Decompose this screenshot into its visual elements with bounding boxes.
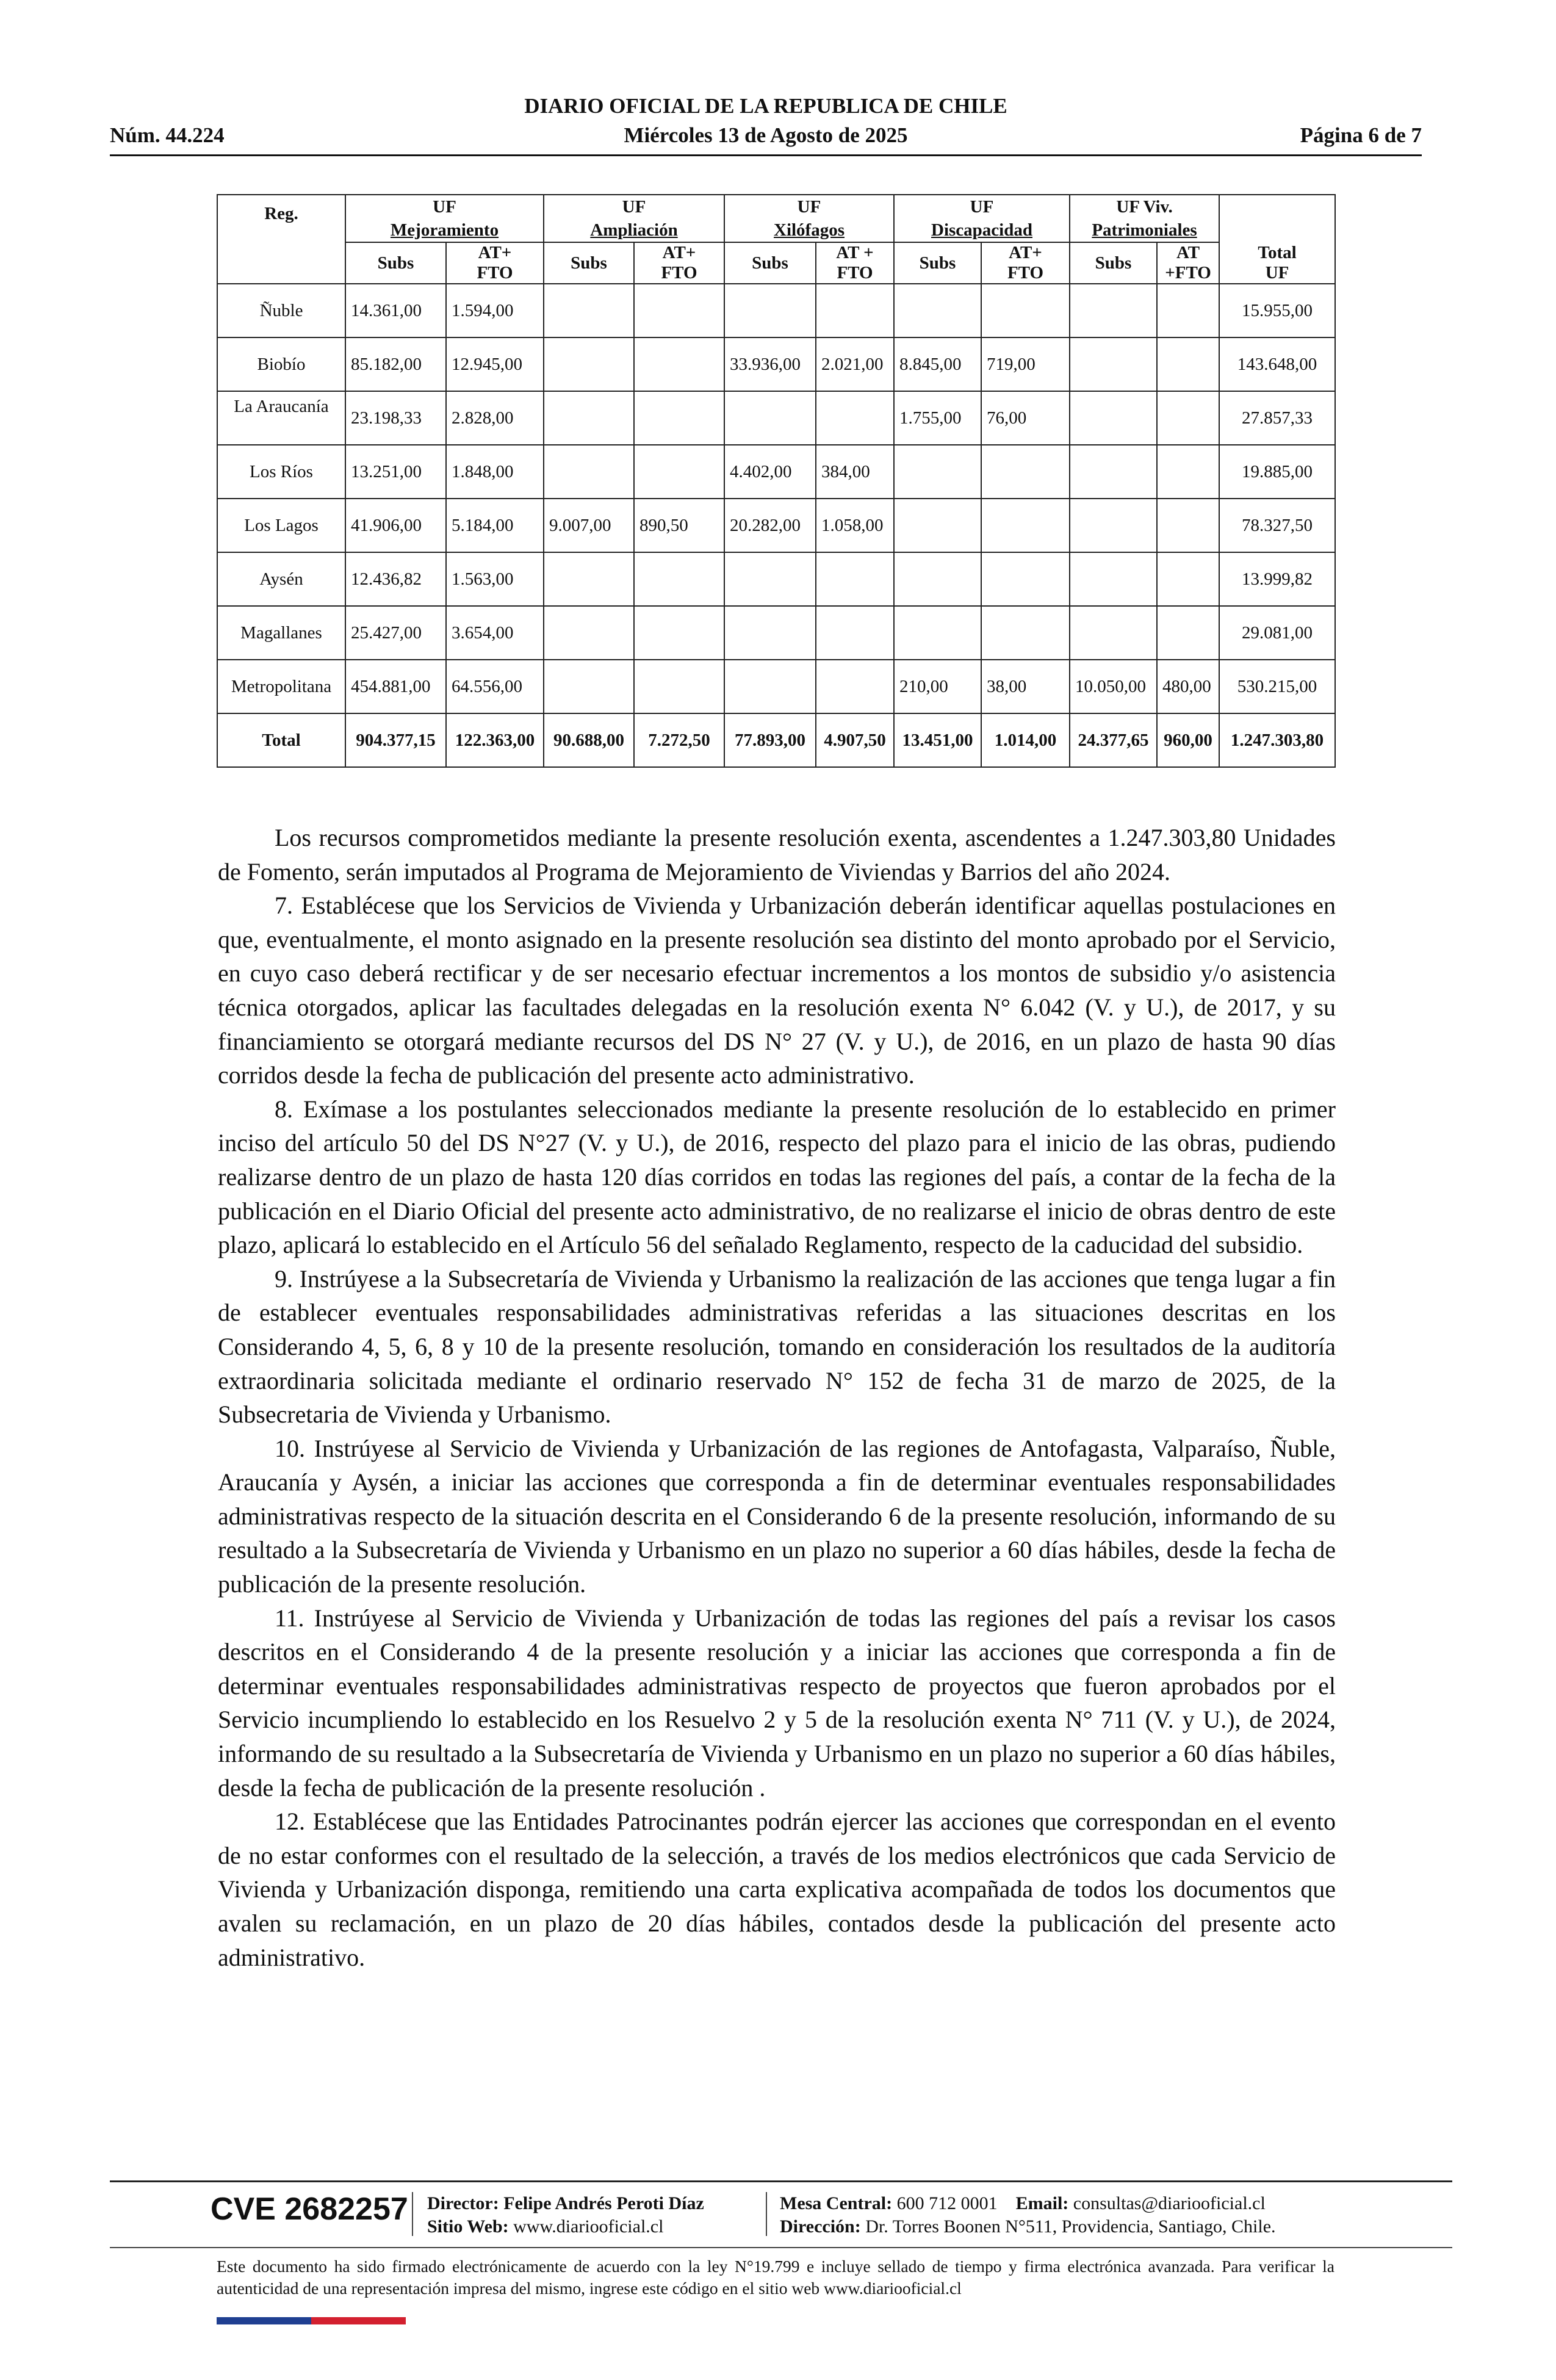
value-cell: 38,00 <box>981 660 1070 713</box>
value-cell: 1.563,00 <box>446 552 544 606</box>
value-cell <box>724 660 816 713</box>
value-cell: 3.654,00 <box>446 606 544 660</box>
value-cell <box>1070 606 1157 660</box>
table-row <box>217 606 1335 660</box>
value-cell <box>816 391 894 445</box>
value-cell <box>724 606 816 660</box>
subsidy-table <box>217 194 1336 768</box>
value-cell: 2.021,00 <box>816 337 894 391</box>
value-cell: 122.363,00 <box>446 713 544 767</box>
value-cell: 13.451,00 <box>894 713 981 767</box>
footer-director-block: Director: Felipe Andrés Peroti Díaz Sitio Web: www.diariooficial.cl <box>427 2193 704 2237</box>
legal-notice: Este documento ha sido firmado electrónicamente de acuerdo con la ley N°19.799 e incluye sellado de tiempo y firma electrónica avanzada. Para verificar la autenticidad de una representación impresa del mismo, ingrese este código en el sitio web www.diariooficial.cl <box>217 2257 1334 2298</box>
value-cell: 9.007,00 <box>544 499 634 552</box>
value-cell <box>544 391 634 445</box>
region-cell: Los Lagos <box>217 499 345 552</box>
header-at-fto: AT + FTO <box>816 242 894 284</box>
header-group-ampliacion: UF Ampliación <box>544 195 724 242</box>
value-cell <box>894 499 981 552</box>
value-cell <box>544 337 634 391</box>
table-row <box>217 445 1335 499</box>
table-total-row <box>217 713 1335 767</box>
value-cell: 1.848,00 <box>446 445 544 499</box>
value-cell <box>1157 499 1219 552</box>
table-row <box>217 499 1335 552</box>
value-cell: 384,00 <box>816 445 894 499</box>
header-subs: Subs <box>724 242 816 284</box>
table-row <box>217 552 1335 606</box>
issue-date: Miércoles 13 de Agosto de 2025 <box>624 123 908 147</box>
issue-number: Núm. 44.224 <box>110 123 225 147</box>
header-subs: Subs <box>894 242 981 284</box>
value-cell: 90.688,00 <box>544 713 634 767</box>
email: consultas@diariooficial.cl <box>1073 2193 1266 2213</box>
value-cell <box>1157 552 1219 606</box>
header-group-patrimoniales: UF Viv. Patrimoniales <box>1070 195 1219 242</box>
table-row <box>217 284 1335 337</box>
total-cell: 27.857,33 <box>1219 391 1335 445</box>
address: Dr. Torres Boonen N°511, Providencia, Santiago, Chile. <box>865 2216 1276 2237</box>
value-cell <box>634 552 724 606</box>
header-group-mejoramiento: UF Mejoramiento <box>345 195 544 242</box>
region-cell: Metropolitana <box>217 660 345 713</box>
value-cell: 13.251,00 <box>345 445 446 499</box>
total-cell: 530.215,00 <box>1219 660 1335 713</box>
total-cell: 143.648,00 <box>1219 337 1335 391</box>
value-cell <box>1157 391 1219 445</box>
value-cell: 719,00 <box>981 337 1070 391</box>
paragraph: 10. Instrúyese al Servicio de Vivienda y Urbanización de las regiones de Antofagasta, Valparaíso, Ñuble, Araucanía y Aysén, a iniciar las acciones que corresponda a fin de determinar eventuales responsabilidades administrativas respecto de la situación descrita en el Considerando 6 de la presente resolución, informando de su resultado a la Subsecretaría de Vivienda y Urbanismo en un plazo no superior a 60 días hábiles, desde la fecha de publicación de la presente resolución. <box>218 1434 1336 1598</box>
value-cell: 1.014,00 <box>981 713 1070 767</box>
cve-code: CVE 2682257 <box>211 2191 408 2227</box>
region-cell: Los Ríos <box>217 445 345 499</box>
value-cell <box>894 552 981 606</box>
value-cell <box>1157 445 1219 499</box>
header-at-fto: AT+ FTO <box>634 242 724 284</box>
director-name: Felipe Andrés Peroti Díaz <box>503 2193 704 2213</box>
value-cell <box>1070 552 1157 606</box>
value-cell <box>1070 391 1157 445</box>
value-cell <box>1070 499 1157 552</box>
value-cell <box>544 284 634 337</box>
header-subs: Subs <box>345 242 446 284</box>
region-cell: La Araucanía <box>217 391 345 445</box>
value-cell <box>724 284 816 337</box>
value-cell: 12.945,00 <box>446 337 544 391</box>
value-cell: 23.198,33 <box>345 391 446 445</box>
region-cell: Ñuble <box>217 284 345 337</box>
header-total: Total UF <box>1219 195 1335 284</box>
page-number: Página 6 de 7 <box>1300 123 1422 147</box>
value-cell: 960,00 <box>1157 713 1219 767</box>
value-cell <box>816 606 894 660</box>
paragraph: Los recursos comprometidos mediante la presente resolución exenta, ascendentes a 1.247.303,80 Unidades de Fomento, serán imputados al Programa de Mejoramiento de Viviendas y Barrios del año 2024. <box>218 824 1336 885</box>
flag-blue-bar <box>217 2317 311 2324</box>
footer-contact-block: Mesa Central: 600 712 0001 Email: consultas@diariooficial.cl Dirección: Dr. Torres Boonen N°511, Providencia, Santiago, Chile. <box>780 2193 1276 2237</box>
value-cell <box>1070 284 1157 337</box>
table-row <box>217 660 1335 713</box>
newspaper-title: DIARIO OFICIAL DE LA REPUBLICA DE CHILE <box>524 94 1007 118</box>
value-cell: 1.058,00 <box>816 499 894 552</box>
value-cell <box>724 391 816 445</box>
value-cell: 4.402,00 <box>724 445 816 499</box>
value-cell: 8.845,00 <box>894 337 981 391</box>
value-cell: 41.906,00 <box>345 499 446 552</box>
paragraph: 12. Establécese que las Entidades Patrocinantes podrán ejercer las acciones que correspondan en el evento de no estar conformes con el resultado de la selección, a través de los medios electrónicos que cada Servicio de Vivienda y Urbanización disponga, remitiendo una carta explicativa acompañada de todos los documentos que avalen su reclamación, en un plazo de 20 días hábiles, contados desde la publicación del presente acto administrativo. <box>218 1808 1336 1971</box>
header-group-discapacidad: UF Discapacidad <box>894 195 1070 242</box>
value-cell: 64.556,00 <box>446 660 544 713</box>
value-cell <box>1070 337 1157 391</box>
table-row <box>217 337 1335 391</box>
value-cell: 4.907,50 <box>816 713 894 767</box>
value-cell: 20.282,00 <box>724 499 816 552</box>
value-cell <box>634 660 724 713</box>
value-cell <box>816 552 894 606</box>
website: www.diariooficial.cl <box>513 2216 664 2237</box>
region-cell: Magallanes <box>217 606 345 660</box>
value-cell <box>1157 284 1219 337</box>
total-cell: 78.327,50 <box>1219 499 1335 552</box>
value-cell <box>981 499 1070 552</box>
paragraph: 11. Instrúyese al Servicio de Vivienda y Urbanización de todas las regiones del país a revisar los casos descritos en el Considerando 4 de la presente resolución y a iniciar las acciones que corresponda a fin de determinar eventuales responsabilidades administrativas respecto de proyectos que fueron aprobados por el Servicio incumpliendo lo establecido en los Resuelvo 2 y 5 de la resolución exenta N° 711 (V. y U.), de 2024, informando de su resultado a la Subsecretaría de Vivienda y Urbanismo en un plazo no superior a 60 días hábiles, desde la fecha de publicación de la presente resolución . <box>218 1604 1336 1801</box>
header-group-xilofagos: UF Xilófagos <box>724 195 894 242</box>
footer-separator <box>412 2192 413 2236</box>
total-cell: 15.955,00 <box>1219 284 1335 337</box>
value-cell <box>1157 337 1219 391</box>
value-cell <box>724 552 816 606</box>
resolution-text <box>218 821 1336 1974</box>
value-cell <box>634 391 724 445</box>
header-at-fto: AT+ FTO <box>446 242 544 284</box>
value-cell: 904.377,15 <box>345 713 446 767</box>
value-cell <box>816 284 894 337</box>
header-at-fto: AT +FTO <box>1157 242 1219 284</box>
value-cell <box>634 337 724 391</box>
footer-divider <box>110 2247 1452 2248</box>
region-cell: Total <box>217 713 345 767</box>
value-cell <box>544 606 634 660</box>
value-cell <box>1070 445 1157 499</box>
value-cell: 1.594,00 <box>446 284 544 337</box>
value-cell: 890,50 <box>634 499 724 552</box>
paragraph: 7. Establécese que los Servicios de Vivienda y Urbanización deberán identificar aquellas postulaciones en que, eventualmente, el monto asignado en la presente resolución sea distinto del monto aprobado por el Servicio, en cuyo caso deberá rectificar y de ser necesario efectuar incrementos a los montos de subsidio y/o asistencia técnica otorgados, aplicar las facultades delegadas en la resolución exenta N° 6.042 (V. y U.), de 2017, y su financiamiento se otorgará mediante recursos del DS N° 27 (V. y U.), de 2016, en un plazo de hasta 90 días corridos desde la fecha de publicación del presente acto administrativo. <box>218 892 1336 1089</box>
region-cell: Aysén <box>217 552 345 606</box>
value-cell: 14.361,00 <box>345 284 446 337</box>
value-cell <box>634 606 724 660</box>
value-cell: 1.755,00 <box>894 391 981 445</box>
value-cell <box>894 284 981 337</box>
value-cell: 454.881,00 <box>345 660 446 713</box>
value-cell <box>981 284 1070 337</box>
value-cell <box>1157 606 1219 660</box>
footer-divider <box>110 2180 1452 2182</box>
flag-red-bar <box>311 2317 406 2324</box>
value-cell: 77.893,00 <box>724 713 816 767</box>
phone: 600 712 0001 <box>896 2193 998 2213</box>
value-cell: 7.272,50 <box>634 713 724 767</box>
header-at-fto: AT+ FTO <box>981 242 1070 284</box>
value-cell <box>981 445 1070 499</box>
header-subs: Subs <box>544 242 634 284</box>
header-divider <box>110 154 1422 156</box>
value-cell: 480,00 <box>1157 660 1219 713</box>
header-reg: Reg. <box>217 195 345 284</box>
total-cell: 19.885,00 <box>1219 445 1335 499</box>
value-cell <box>894 606 981 660</box>
paragraph: 9. Instrúyese a la Subsecretaría de Vivienda y Urbanismo la realización de las acciones que tenga lugar a fin de establecer eventuales responsabilidades administrativas referidas a las situaciones descritas en los Considerando 4, 5, 6, 8 y 10 de la presente resolución, tomando en consideración los resultados de la auditoría extraordinaria solicitada mediante el ordinario reservado N° 152 de fecha 31 de marzo de 2025, de la Subsecretaria de Vivienda y Urbanismo. <box>218 1264 1336 1429</box>
total-cell: 1.247.303,80 <box>1219 713 1335 767</box>
value-cell: 12.436,82 <box>345 552 446 606</box>
header-subs: Subs <box>1070 242 1157 284</box>
value-cell: 25.427,00 <box>345 606 446 660</box>
value-cell <box>981 606 1070 660</box>
value-cell: 2.828,00 <box>446 391 544 445</box>
value-cell <box>894 445 981 499</box>
value-cell: 33.936,00 <box>724 337 816 391</box>
table-row <box>217 391 1335 445</box>
value-cell <box>634 284 724 337</box>
value-cell <box>981 552 1070 606</box>
total-cell: 29.081,00 <box>1219 606 1335 660</box>
page-header <box>110 93 1422 154</box>
value-cell <box>816 660 894 713</box>
value-cell: 76,00 <box>981 391 1070 445</box>
value-cell <box>544 552 634 606</box>
value-cell: 24.377,65 <box>1070 713 1157 767</box>
total-cell: 13.999,82 <box>1219 552 1335 606</box>
value-cell <box>544 660 634 713</box>
footer-separator <box>766 2192 767 2236</box>
value-cell: 210,00 <box>894 660 981 713</box>
value-cell: 10.050,00 <box>1070 660 1157 713</box>
value-cell: 85.182,00 <box>345 337 446 391</box>
value-cell: 5.184,00 <box>446 499 544 552</box>
value-cell <box>634 445 724 499</box>
value-cell <box>544 445 634 499</box>
paragraph: 8. Exímase a los postulantes seleccionados mediante la presente resolución de lo establecido en primer inciso del artículo 50 del DS N°27 (V. y U.), de 2016, respecto del plazo para el inicio de las obras, pudiendo realizarse dentro de un plazo de hasta 120 días corridos en todas las regiones del país, a contar de la fecha de la publicación en el Diario Oficial del presente acto administrativo, de no realizarse el inicio de obras dentro de este plazo, aplicará lo establecido en el Artículo 56 del señalado Reglamento, respecto de la caducidad del subsidio. <box>218 1095 1336 1259</box>
region-cell: Biobío <box>217 337 345 391</box>
